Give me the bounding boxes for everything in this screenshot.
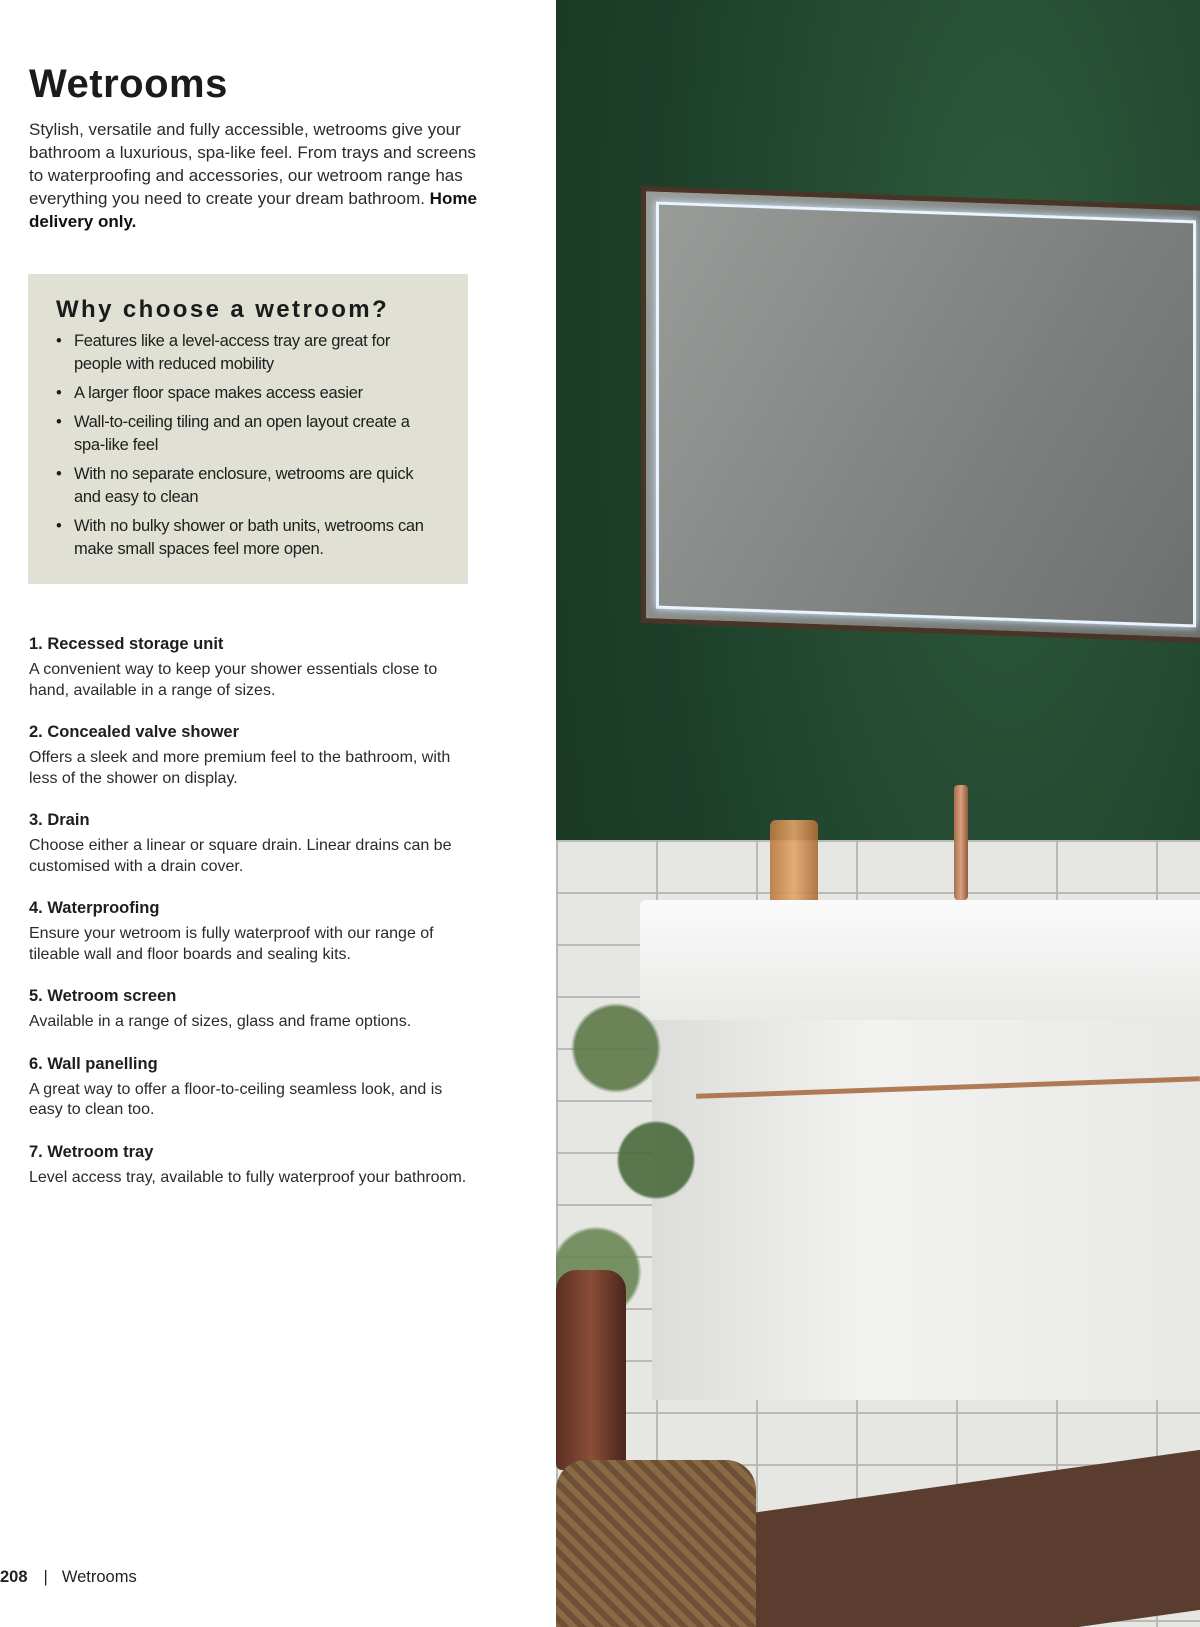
feature-item (29, 1054, 489, 1121)
why-heading: Why choose a wetroom? (56, 296, 390, 323)
led-mirror (641, 186, 1200, 643)
feature-title: 3. Drain (29, 811, 90, 829)
intro-paragraph (29, 118, 479, 233)
feature-text: Level access tray, available to fully waterproof your bathroom. (29, 1168, 467, 1186)
page-footer (0, 1568, 137, 1587)
feature-title: 1. Recessed storage unit (29, 635, 224, 653)
vase (556, 1270, 626, 1470)
feature-item (29, 810, 489, 877)
footer-separator: | (43, 1568, 48, 1586)
feature-text: A great way to offer a floor-to-ceiling seamless look, and is easy to clean too. (29, 1080, 443, 1118)
feature-item (29, 1142, 489, 1189)
bathroom-photo (556, 0, 1200, 1627)
feature-item (29, 722, 489, 789)
feature-item (29, 634, 489, 701)
feature-list (29, 634, 489, 1209)
feature-text: Offers a sleek and more premium feel to the bathroom, with less of the shower on display. (29, 749, 451, 787)
feature-title: 7. Wetroom tray (29, 1142, 154, 1161)
bullet-item: • A larger floor space makes access easier (56, 382, 442, 405)
feature-title: 4. Waterproofing (29, 899, 160, 917)
intro-bold: Home delivery only. (29, 189, 477, 231)
feature-item (29, 986, 489, 1033)
wicker-basket (556, 1460, 756, 1627)
why-bullets (56, 330, 442, 561)
bullet-item: • With no separate enclosure, wetrooms are quick and easy to clean (56, 463, 442, 509)
feature-text: Available in a range of sizes, glass and frame options. (29, 1013, 412, 1030)
bullet-item: • With no bulky shower or bath units, wetrooms can make small spaces feel more open. (56, 515, 442, 561)
brass-tap (954, 785, 968, 900)
feature-title: 2. Concealed valve shower (29, 723, 240, 741)
footer-section: Wetrooms (61, 1568, 137, 1586)
feature-item (29, 898, 489, 965)
feature-title: 6. Wall panelling (29, 1054, 158, 1073)
intro-text: Stylish, versatile and fully accessible, wetrooms give your bathroom a luxurious, spa-like feel. From trays and screens to waterproofing and accessories, our wetroom range has everything you need to create your dream bathroom. (29, 120, 476, 208)
feature-title: 5. Wetroom screen (29, 987, 177, 1005)
feature-text: Ensure your wetroom is fully waterproof with our range of tileable wall and floor boards and sealing kits. (29, 925, 434, 963)
bullet-item: • Features like a level-access tray are great for people with reduced mobility (56, 330, 442, 376)
feature-text: A convenient way to keep your shower essentials close to hand, available in a range of sizes. (29, 661, 438, 699)
page-number: 208 (0, 1568, 28, 1586)
why-choose-box (28, 274, 468, 584)
bullet-item: • Wall-to-ceiling tiling and an open layout create a spa-like feel (56, 411, 442, 457)
feature-text: Choose either a linear or square drain. Linear drains can be customised with a drain cover. (29, 837, 452, 875)
page-title: Wetrooms (29, 62, 228, 106)
